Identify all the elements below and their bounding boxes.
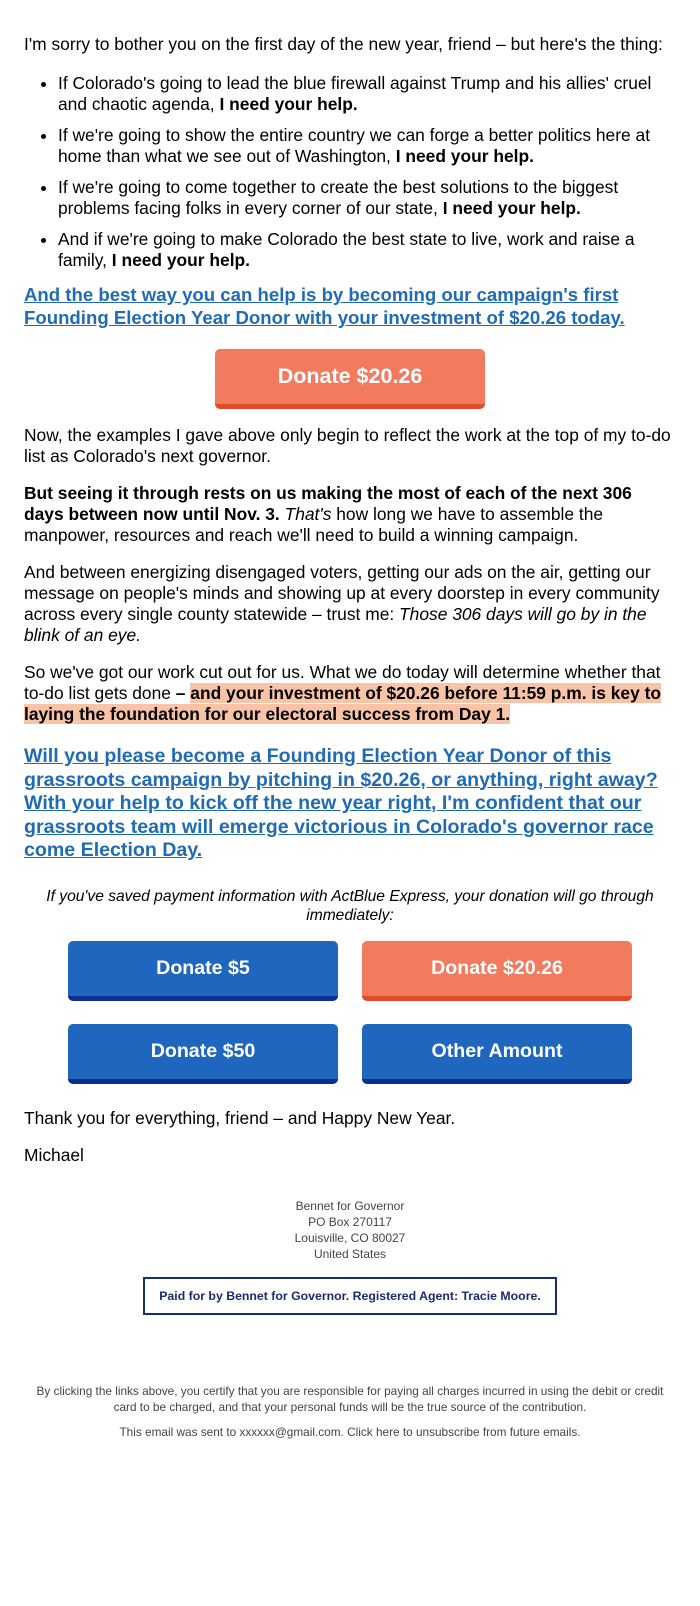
- paid-for-disclaimer: Paid for by Bennet for Governor. Registered Agent: Tracie Moore.: [143, 1277, 557, 1315]
- donate-button-grid: [24, 941, 676, 1084]
- ask-text: If we're going to come together to create the best solutions to the biggest problems facing folks in every corner of our state,: [58, 177, 619, 218]
- para2-bold: But seeing it through rests on us making the most of each of the next 306 days between now until Nov. 3.: [24, 483, 632, 524]
- actblue-express-note: If you've saved payment information with ActBlue Express, your donation will go through immediately:: [46, 887, 654, 924]
- footer-city: Louisville, CO 80027: [294, 1231, 406, 1246]
- para4-text: So we've got our work cut out for us. What we do today will determine whether that to-do list gets done: [24, 662, 661, 703]
- paragraph-examples: Now, the examples I gave above only begin to reflect the work at the top of my to-do list as Colorado's next governor.: [24, 425, 671, 466]
- legal-certification: By clicking the links above, you certify that you are responsible for paying all charges incurred in using the debit or credit card to be charged, and that your personal funds will be the true source of the contribution.: [36, 1383, 664, 1414]
- ask-bold: I need your help.: [111, 250, 250, 270]
- other-amount-button[interactable]: Other Amount: [362, 1024, 632, 1084]
- list-item: [58, 177, 676, 219]
- paragraph-306-days: [24, 483, 676, 546]
- paragraph-voters: [24, 562, 676, 646]
- para3-text: And between energizing disengaged voters, getting our ads on the air, getting our message on people's minds and showing up at every doorstep in every community across every single county statewide – trust me:: [24, 562, 660, 624]
- para2-italic: That's: [284, 504, 332, 524]
- footer-org: Bennet for Governor: [295, 1198, 405, 1213]
- para3-italic: Those 306 days will go by in the blink of an eye.: [24, 604, 647, 645]
- founding-donor-link[interactable]: And the best way you can help is by becoming our campaign's first Founding Election Year Donor with your investment of $20.26 today.: [24, 284, 625, 328]
- paid-for-row: [24, 1277, 676, 1315]
- donate-2026-main-button[interactable]: Donate $20.26: [215, 349, 485, 409]
- donate-50-button[interactable]: Donate $50: [68, 1024, 338, 1084]
- main-donate-row: [24, 349, 676, 409]
- paragraph-deadline: [24, 662, 676, 725]
- ask-text: If we're going to show the entire country we can forge a better politics here at home than what we see out of Washington,: [58, 125, 651, 166]
- donate-5-button[interactable]: Donate $5: [68, 941, 338, 1001]
- para2-rest: how long we have to assemble the manpower, resources and reach we'll need to build a winning campaign.: [24, 504, 604, 545]
- para4-dash: –: [175, 683, 191, 703]
- intro-text: I'm sorry to bother you on the first day of the new year, friend – but here's the thing:: [24, 34, 663, 54]
- footer-address: [24, 1198, 676, 1263]
- thanks-text: Thank you for everything, friend – and Happy New Year.: [24, 1107, 456, 1128]
- donate-2026-button[interactable]: Donate $20.26: [362, 941, 632, 1001]
- footer-country: United States: [313, 1247, 387, 1262]
- list-item: [58, 73, 676, 115]
- footer-po-box: PO Box 270117: [308, 1214, 392, 1229]
- ask-text: And if we're going to make Colorado the best state to live, work and raise a family,: [58, 229, 635, 270]
- signature: Michael: [24, 1144, 84, 1165]
- ask-bold: I need your help.: [219, 94, 358, 114]
- asks-list: [24, 73, 676, 271]
- list-item: [58, 125, 676, 167]
- unsubscribe-link[interactable]: This email was sent to xxxxxx@gmail.com. Click here to unsubscribe from future emails.: [119, 1424, 581, 1439]
- list-item: [58, 229, 676, 271]
- ask-bold: I need your help.: [442, 198, 581, 218]
- deadline-highlight: and your investment of $20.26 before 11:59 p.m. is key to laying the foundation for our electoral success from Day 1.: [24, 683, 661, 724]
- founding-donor-appeal-link[interactable]: Will you please become a Founding Election Year Donor of this grassroots campaign by pitching in $20.26, or anything, right away? With your help to kick off the new year right, I'm confident that our grassroots team will emerge victorious in Colorado's governor race come Election Day.: [24, 745, 658, 861]
- ask-bold: I need your help.: [395, 146, 534, 166]
- ask-text: If Colorado's going to lead the blue firewall against Trump and his allies' cruel and chaotic agenda,: [58, 73, 652, 114]
